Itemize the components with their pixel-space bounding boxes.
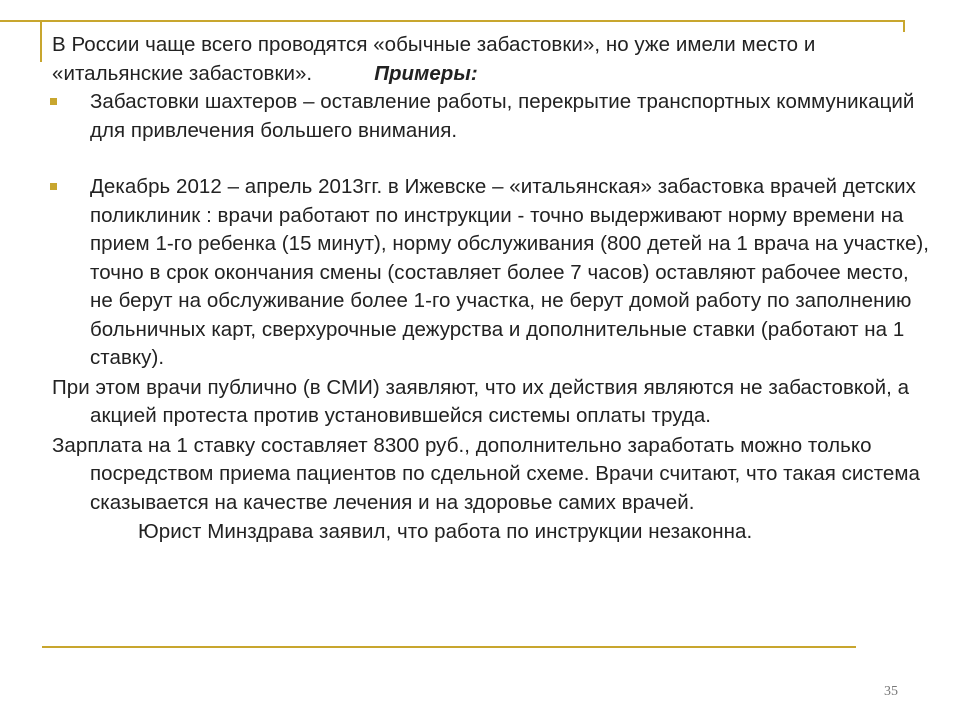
bottom-rule (42, 646, 856, 648)
bullet-text: Забастовки шахтеров – оставление работы, перекрытие транспортных коммуникаций для привлечения большего внимания. (90, 90, 915, 142)
intro-paragraph (52, 31, 932, 88)
spacer (52, 145, 932, 173)
bullet-item (52, 173, 932, 373)
square-bullet-icon (50, 98, 57, 105)
top-left-rule (0, 20, 40, 22)
slide-content (52, 31, 932, 547)
paragraph: При этом врачи публично (в СМИ) заявляют, что их действия являются не забастовкой, а акцией протеста против установившейся системы оплаты труда. (52, 375, 910, 427)
examples-label: Примеры: (374, 61, 478, 85)
square-bullet-icon (50, 183, 57, 190)
page-number: 35 (884, 684, 898, 699)
top-rule (40, 20, 904, 22)
intro-text: В России чаще всего проводятся «обычные забастовки», но уже имели место и «итальянские забастовки». (52, 33, 816, 85)
left-vertical-rule (40, 20, 42, 62)
bullet-item (52, 88, 932, 145)
bullet-text: Декабрь 2012 – апрель 2013гг. в Ижевске – «итальянская» забастовка врачей детских поликлиник : врачи работают по инструкции - точно выдерживают норму времени на прием 1-го ребенка (15 минут), норму обслуживания (800 детей на 1 врача на участке), точно в срок окончания смены (составляет более 7 часов) оставляют рабочее место, не берут на обслуживание более 1-го участка, не берут домой работу по заполнению больничных карт, сверхурочные дежурства и дополнительные ставки (работают на 1 ставку). (90, 175, 930, 369)
conclusion: Юрист Минздрава заявил, что работа по инструкции незаконна. (138, 520, 753, 543)
paragraph: Зарплата на 1 ставку составляет 8300 руб., дополнительно заработать можно только посредством приема пациентов по сдельной схеме. Врачи считают, что такая система сказывается на качестве лечения и на здоровье самих врачей. (52, 433, 920, 514)
